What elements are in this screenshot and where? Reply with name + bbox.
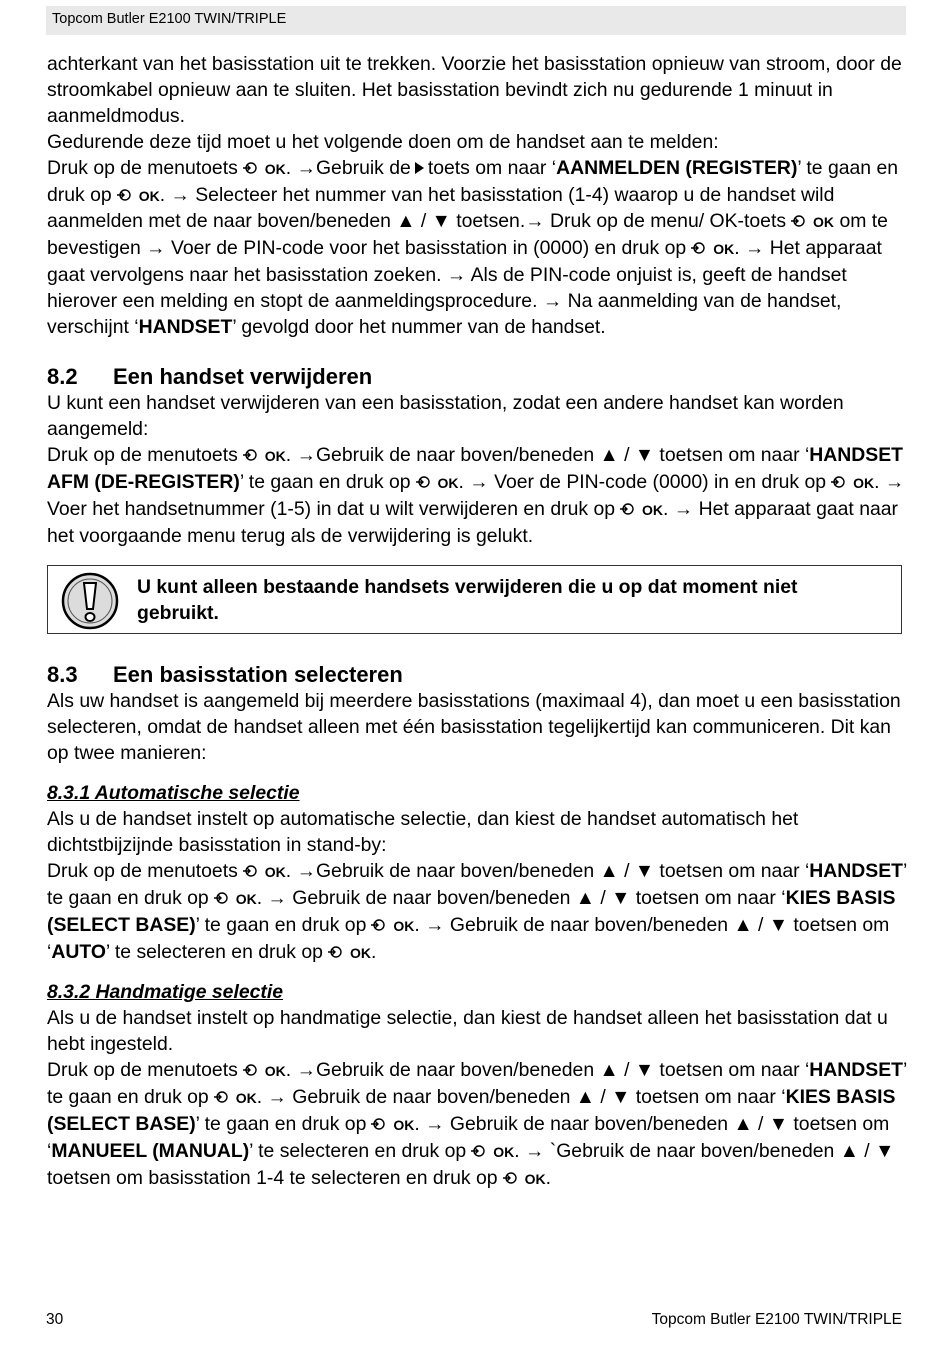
menu-key-icon	[242, 161, 260, 175]
ok-label: OK	[642, 501, 664, 518]
text: Druk op de menutoets	[47, 156, 238, 179]
ok-label: OK	[393, 917, 415, 934]
menu-term: KIES BASIS (SELECT BASE)	[47, 886, 896, 936]
menu-term: HANDSET	[138, 316, 233, 339]
menu-key-icon	[502, 1171, 520, 1185]
text: . → Gebruik de naar boven/beneden ▲ / ▼ toetsen om naar ‘	[256, 886, 786, 909]
menu-key-icon	[327, 945, 345, 959]
text: om te bevestigen → Voer de PIN-code voor het basisstation in (0000) en druk op	[47, 210, 888, 260]
ok-label: OK	[264, 447, 286, 464]
menu-key-icon	[242, 864, 260, 878]
menu-key-icon	[619, 502, 637, 516]
section-heading-8-3	[47, 661, 907, 689]
menu-term: HANDSET AFM (DE-REGISTER)	[47, 443, 903, 493]
paragraph: Als uw handset is aangemeld bij meerdere basisstations (maximaal 4), dan moet u een basisstation selecteren, omdat de handset alleen met één basisstation tegelijkertijd kan communiceren. Dit kan op twee manieren:	[47, 690, 901, 765]
text: ’ te gaan en druk op	[195, 913, 367, 936]
text: . →Gebruik de	[285, 156, 411, 179]
menu-term: AUTO	[51, 940, 106, 963]
text: Druk op de menutoets	[47, 443, 238, 466]
text: toets om naar ‘	[427, 156, 557, 179]
exclamation-warning-icon	[60, 571, 120, 631]
text: ’ te selecteren en druk op	[249, 1139, 467, 1162]
menu-key-icon	[790, 214, 808, 228]
warning-text: U kunt alleen bestaande handsets verwijderen die u op dat moment niet gebruikt.	[137, 576, 798, 625]
paragraph: Als u de handset instelt op automatische selectie, dan kiest de handset automatisch het dichtstbijzijnde basisstation in stand-by:	[47, 808, 799, 856]
text: . → Gebruik de naar boven/beneden ▲ / ▼ toetsen om ‘	[47, 913, 890, 963]
text: . →Gebruik de naar boven/beneden ▲ / ▼ toetsen om naar ‘	[285, 1059, 810, 1082]
ok-label: OK	[264, 1063, 286, 1080]
text: ’ gevolgd door het nummer van de handset.	[232, 316, 606, 339]
menu-key-icon	[242, 1063, 260, 1077]
menu-term: MANUEEL (MANUAL)	[51, 1139, 250, 1162]
text: ’ te gaan en druk op	[47, 859, 907, 909]
ok-label: OK	[493, 1143, 515, 1160]
text: . →Gebruik de naar boven/beneden ▲ / ▼ toetsen om naar ‘	[285, 443, 810, 466]
paragraph: achterkant van het basisstation uit te trekken. Voorzie het basisstation opnieuw van stroom, door de stroomkabel opnieuw aan te sluiten. Het basisstation bevindt zich nu gedurende 1 minuut in aanmeldmodus.	[47, 53, 902, 127]
ok-label: OK	[264, 863, 286, 880]
warning-box	[47, 565, 902, 634]
menu-key-icon	[213, 891, 231, 905]
text: .	[545, 1166, 551, 1189]
text: ’ te gaan en druk op	[195, 1113, 367, 1135]
ok-label: OK	[713, 241, 735, 258]
ok-label: OK	[235, 1090, 257, 1107]
instructions-deregister	[47, 443, 907, 550]
ok-label: OK	[853, 474, 875, 491]
menu-term: KIES BASIS (SELECT BASE)	[47, 1086, 896, 1135]
text: ’ te selecteren en druk op	[105, 940, 323, 963]
paragraph: U kunt een handset verwijderen van een basisstation, zodat een andere handset kan worden aangemeld:	[47, 391, 844, 440]
menu-key-icon	[370, 1117, 388, 1131]
header-title: Topcom Butler E2100 TWIN/TRIPLE	[52, 11, 287, 27]
text: ’ te gaan en druk op	[239, 470, 411, 493]
ok-label: OK	[524, 1170, 546, 1187]
menu-key-icon	[213, 1090, 231, 1104]
subsection-heading-8-3-2: 8.3.2 Handmatige selectie	[47, 981, 284, 1004]
menu-key-icon	[690, 241, 708, 255]
text: .	[370, 940, 377, 963]
ok-label: OK	[437, 474, 459, 491]
section-number: 8.3	[47, 662, 78, 688]
paragraph: Gedurende deze tijd moet u het volgende doen om de handset aan te melden:	[47, 130, 719, 153]
page-header	[46, 6, 906, 35]
instructions-manual-select	[47, 1058, 907, 1193]
section-title: Een basisstation selecteren	[113, 662, 403, 688]
ok-label: OK	[235, 890, 257, 907]
text: Druk op de menutoets	[47, 1059, 238, 1082]
menu-term: AANMELDEN (REGISTER)	[556, 156, 798, 179]
menu-term: HANDSET	[809, 859, 903, 882]
section-heading-8-2	[47, 363, 907, 391]
ok-label: OK	[138, 187, 160, 204]
text: . → Het apparaat gaat vervolgens naar het basisstation zoeken. → Als de PIN-code onjuist is, geeft de handset hierover een melding en stopt de aanmeldingsprocedure. → Na aanmelding van de handset, verschijnt ‘	[47, 237, 882, 339]
ok-label: OK	[349, 944, 371, 961]
menu-key-icon	[415, 475, 433, 489]
menu-key-icon	[242, 448, 260, 462]
ok-label: OK	[813, 214, 835, 231]
ok-label: OK	[264, 160, 286, 177]
text: . → Gebruik de naar boven/beneden ▲ / ▼ toetsen om ‘	[47, 1113, 890, 1162]
page-content	[47, 52, 907, 1193]
text: . → Voer de PIN-code (0000) in en druk op	[458, 470, 827, 493]
ok-label: OK	[393, 1117, 415, 1133]
section-title: Een handset verwijderen	[113, 363, 373, 389]
menu-key-icon	[830, 475, 848, 489]
instructions-auto-select	[47, 859, 907, 967]
instructions-register	[47, 156, 907, 341]
paragraph: Als u de handset instelt op handmatige selectie, dan kiest de handset alleen het basisstation dat u hebt ingesteld.	[47, 1007, 888, 1056]
menu-key-icon	[370, 918, 388, 932]
subsection-heading-8-3-1: 8.3.1 Automatische selectie	[47, 782, 300, 805]
text: ’ te gaan en druk op	[47, 156, 899, 206]
text: . → Voer het handsetnummer (1-5) in dat u wilt verwijderen en druk op	[47, 470, 905, 520]
footer-product: Topcom Butler E2100 TWIN/TRIPLE	[651, 1311, 902, 1328]
text: . →Gebruik de naar boven/beneden ▲ / ▼ toetsen om naar ‘	[285, 859, 810, 882]
text: Druk op de menutoets	[47, 859, 238, 882]
page-number: 30	[46, 1311, 64, 1328]
menu-key-icon	[470, 1144, 488, 1158]
text: . → Het apparaat gaat naar het voorgaande menu terug als de verwijdering is gelukt.	[47, 497, 899, 547]
menu-key-icon	[116, 188, 134, 202]
text: ’ te gaan en druk op	[47, 1059, 907, 1109]
section-number: 8.2	[47, 363, 78, 389]
menu-term: HANDSET	[809, 1059, 903, 1082]
text: . → Selecteer het nummer van het basisstation (1-4) waarop u de handset wild aanmelden met de naar boven/beneden ▲ / ▼ toetsen.→ Druk op de menu/ OK-toets	[47, 183, 835, 233]
text: . → `Gebruik de naar boven/beneden ▲ / ▼ toetsen om basisstation 1-4 te selecteren en druk op	[47, 1139, 895, 1189]
right-arrow-key-icon	[415, 162, 424, 174]
text: . → Gebruik de naar boven/beneden ▲ / ▼ toetsen om naar ‘	[256, 1086, 786, 1109]
